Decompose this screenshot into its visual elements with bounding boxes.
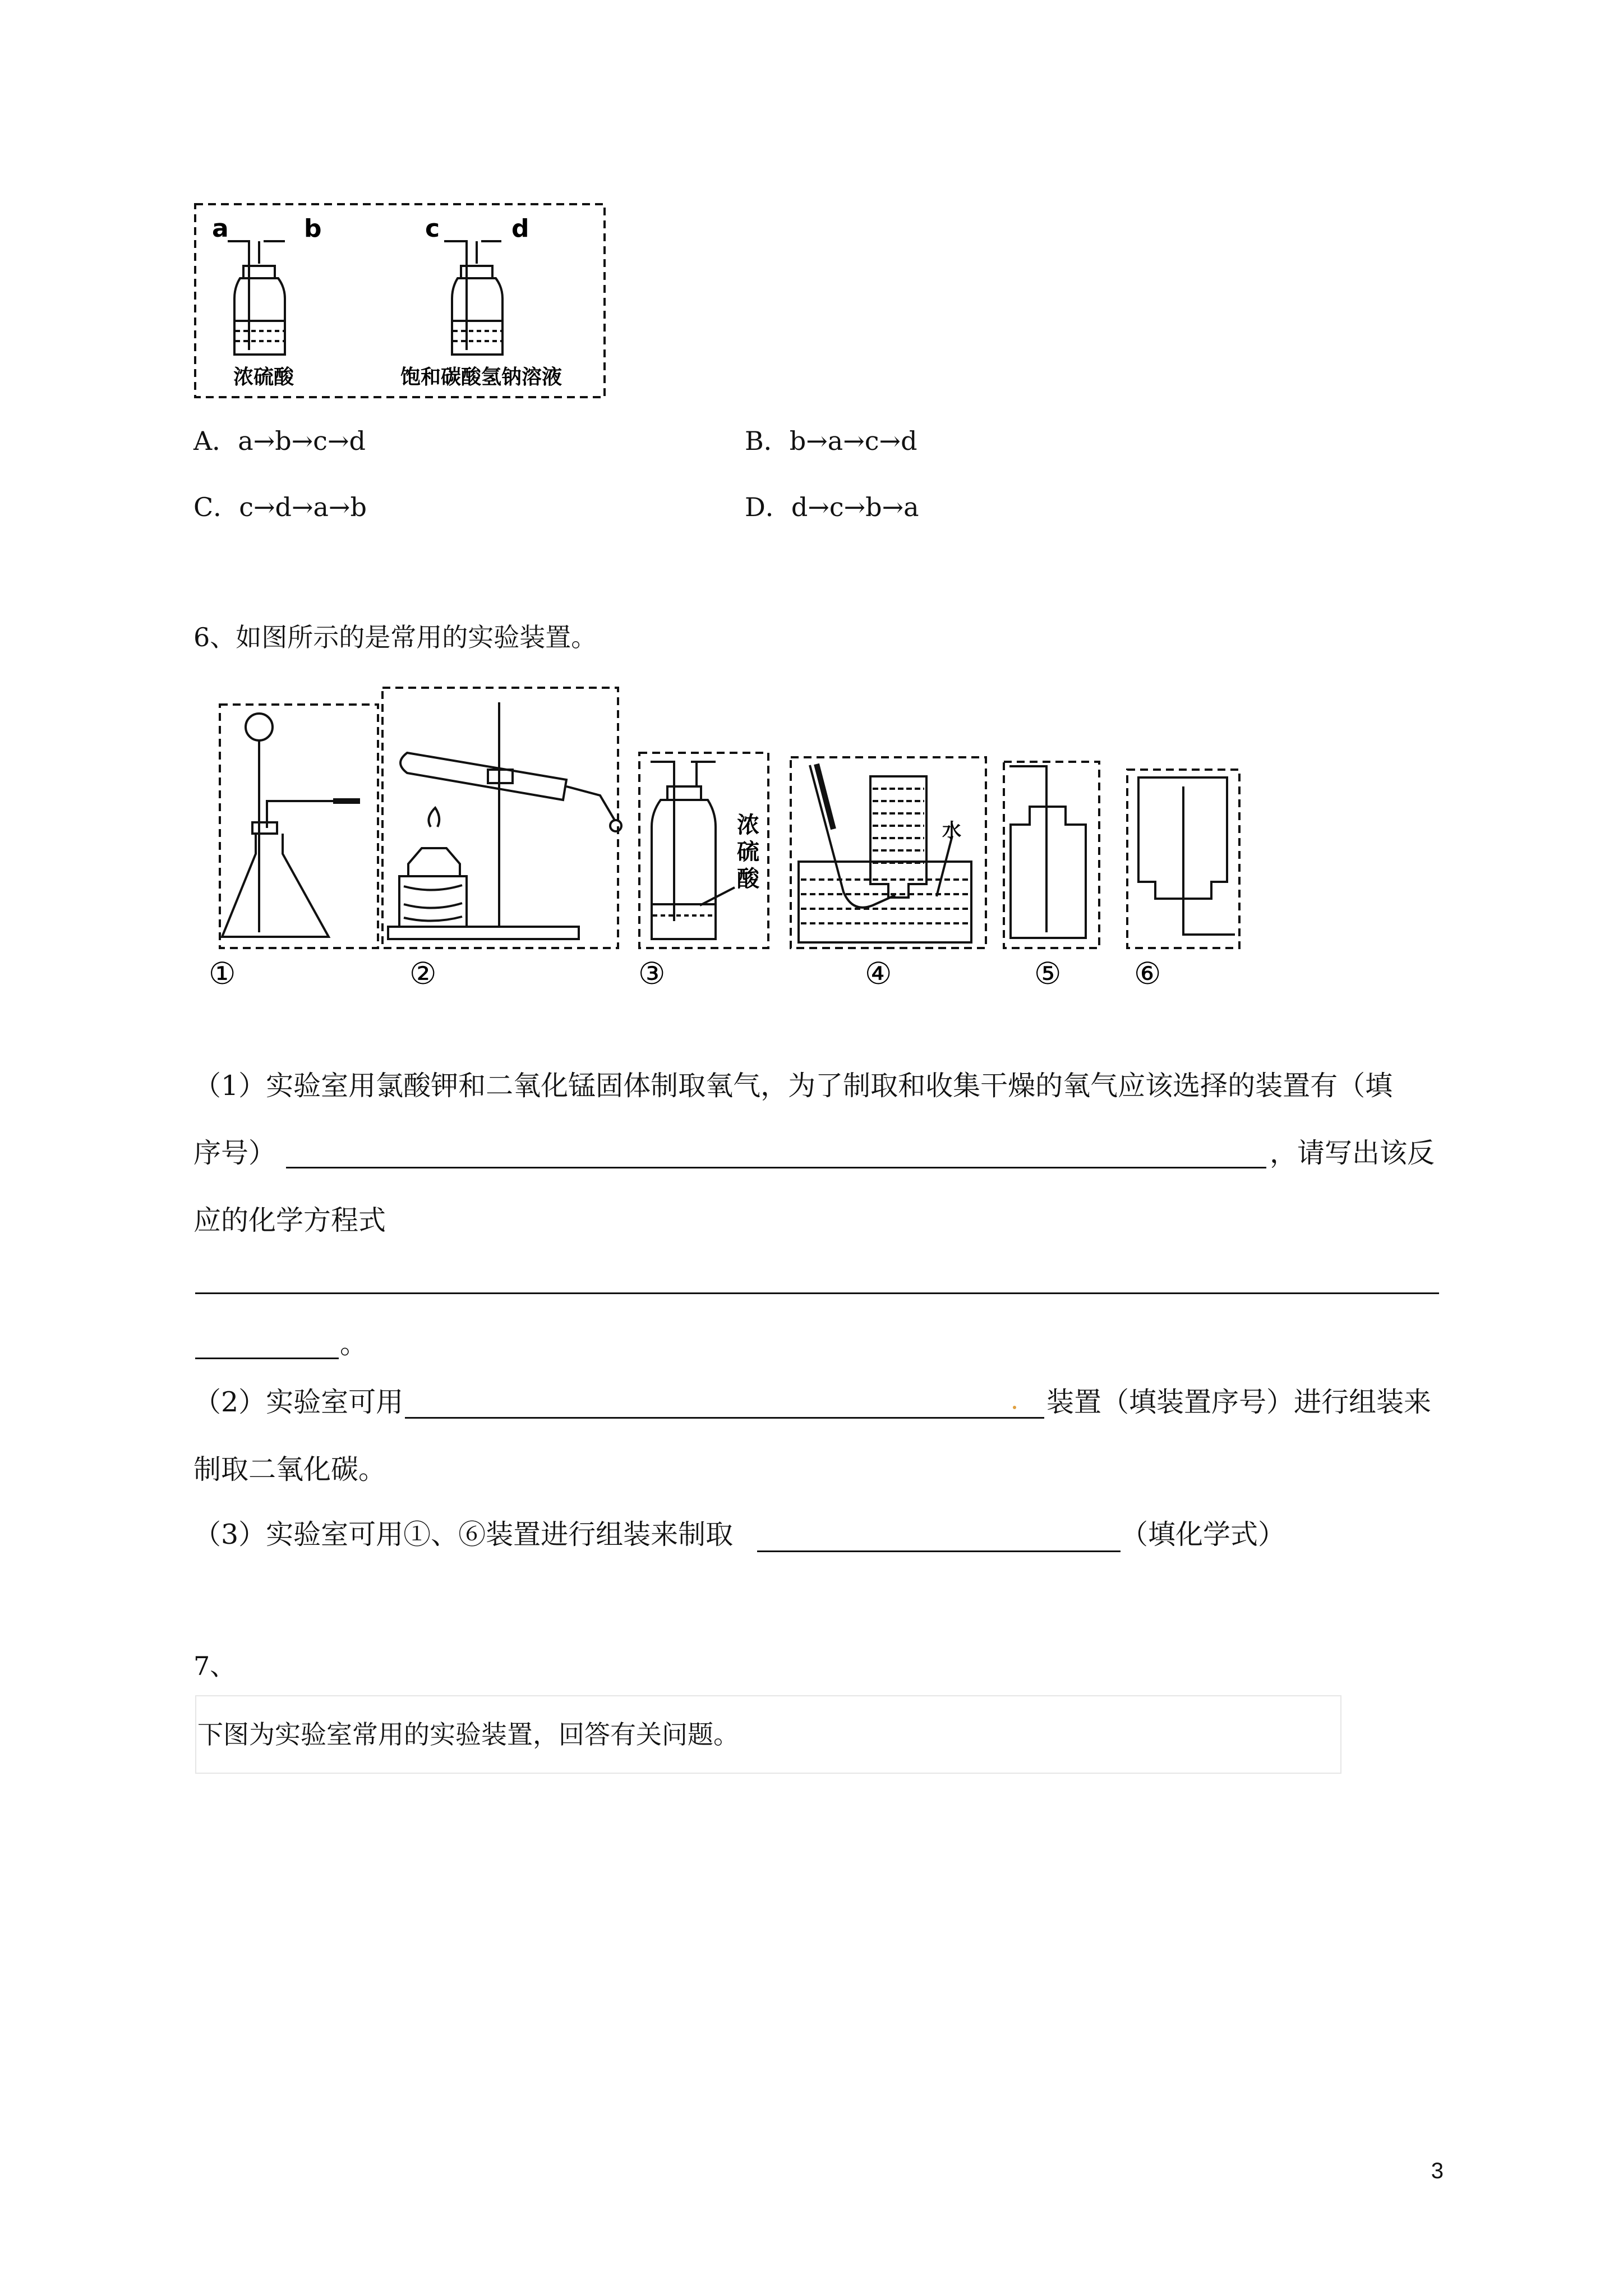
mark-dot [1013,1406,1016,1409]
q6-title: 6、如图所示的是常用的实验装置。 [193,622,597,652]
q6-part1-line3: 应的化学方程式 [193,1204,386,1236]
q5-figure [194,203,607,399]
tube-c-label: c [425,214,440,243]
conical-flask-icon [222,714,360,937]
bottle-1-icon [228,241,285,355]
apparatus-label-2: ② [409,956,437,991]
tube-d-label: d [511,214,529,243]
q6-part1-line1: （1）实验室用氯酸钾和二氧化锰固体制取氧气，为了制取和收集干燥的氧气应该选择的装置有（填 [193,1070,1393,1102]
option-a: A．a→b→c→d [193,426,366,456]
apparatus-label-1: ① [209,956,236,991]
q6-part2-start: （2）实验室可用 [193,1386,404,1418]
water-label: 水 [942,820,961,842]
option-c: C．c→d→a→b [193,492,367,522]
q7-text: 下图为实验室常用的实验装置，回答有关问题。 [197,1719,739,1750]
option-d: D．d→c→b→a [745,492,919,522]
q6-part1-line2-end: ，请写出该反 [1270,1137,1435,1169]
acid-label-2: 硫 [737,839,759,865]
answer-blank-1[interactable] [286,1167,1266,1168]
page-number: 3 [1431,2159,1444,2183]
heating-apparatus-icon [388,702,621,939]
apparatus-label-3: ③ [638,956,666,991]
q7-number: 7、 [193,1651,236,1681]
q6-part1-line2-start: 序号） [193,1137,276,1169]
acid-label-1: 浓 [737,812,759,838]
q6-part1-line5-end: 。 [340,1328,368,1360]
apparatus-label-6: ⑥ [1134,956,1161,991]
collection-bottle-icon [1009,766,1086,938]
answer-blank-equation-cont[interactable] [195,1358,339,1359]
q6-figure [209,685,1251,1000]
tube-a-label: a [212,214,229,243]
q6-part3-start: （3）实验室可用①、⑥装置进行组装来制取 [193,1519,734,1550]
q6-part3-end: （填化学式） [1121,1519,1286,1550]
bottle-2-caption: 饱和碳酸氢钠溶液 [400,365,562,389]
q6-part2-line2: 制取二氧化碳。 [193,1453,386,1485]
q6-part2-end: 装置（填装置序号）进行组装来 [1046,1386,1432,1418]
bottle-1-caption: 浓硫酸 [233,365,294,389]
water-collection-icon [799,764,971,942]
tube-b-label: b [304,214,322,243]
bottle-2-icon [444,241,502,355]
answer-blank-2[interactable] [405,1417,1044,1419]
acid-label-3: 酸 [737,866,759,892]
answer-blank-3[interactable] [757,1550,1121,1552]
answer-blank-equation[interactable] [195,1292,1439,1294]
drying-bottle-icon [651,762,735,939]
apparatus-label-5: ⑤ [1034,956,1062,991]
option-b: B．b→a→c→d [745,426,917,456]
apparatus-label-4: ④ [865,956,892,991]
inverted-bottle-icon [1138,777,1235,935]
